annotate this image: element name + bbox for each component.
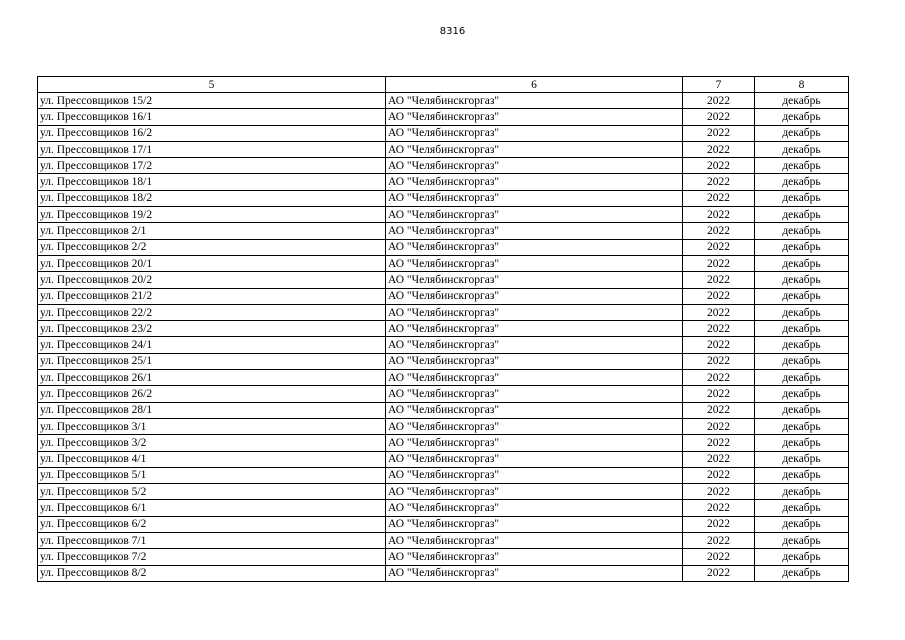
table-row <box>38 239 849 255</box>
cell-year: 2022 <box>683 321 755 337</box>
cell-address: ул. Прессовщиков 7/2 <box>38 549 386 565</box>
cell-month: декабрь <box>755 239 849 255</box>
cell-month: декабрь <box>755 304 849 320</box>
cell-year: 2022 <box>683 451 755 467</box>
cell-organization: АО "Челябинскгоргаз" <box>386 125 683 141</box>
cell-address: ул. Прессовщиков 17/2 <box>38 158 386 174</box>
cell-month: декабрь <box>755 370 849 386</box>
cell-organization: АО "Челябинскгоргаз" <box>386 190 683 206</box>
cell-organization: АО "Челябинскгоргаз" <box>386 435 683 451</box>
cell-address: ул. Прессовщиков 21/2 <box>38 288 386 304</box>
table-row <box>38 353 849 369</box>
cell-organization: АО "Челябинскгоргаз" <box>386 223 683 239</box>
table-row <box>38 304 849 320</box>
cell-month: декабрь <box>755 141 849 157</box>
cell-organization: АО "Челябинскгоргаз" <box>386 207 683 223</box>
cell-address: ул. Прессовщиков 20/1 <box>38 255 386 271</box>
cell-year: 2022 <box>683 565 755 581</box>
cell-address: ул. Прессовщиков 23/2 <box>38 321 386 337</box>
cell-address: ул. Прессовщиков 17/1 <box>38 141 386 157</box>
cell-address: ул. Прессовщиков 18/2 <box>38 190 386 206</box>
table-row <box>38 386 849 402</box>
cell-address: ул. Прессовщиков 7/1 <box>38 533 386 549</box>
page-number: 8316 <box>439 26 466 37</box>
cell-organization: АО "Челябинскгоргаз" <box>386 255 683 271</box>
table-row <box>38 370 849 386</box>
cell-year: 2022 <box>683 402 755 418</box>
cell-month: декабрь <box>755 353 849 369</box>
cell-organization: АО "Челябинскгоргаз" <box>386 141 683 157</box>
cell-year: 2022 <box>683 174 755 190</box>
cell-month: декабрь <box>755 337 849 353</box>
cell-address: ул. Прессовщиков 16/1 <box>38 109 386 125</box>
cell-organization: АО "Челябинскгоргаз" <box>386 272 683 288</box>
table-row <box>38 451 849 467</box>
cell-month: декабрь <box>755 288 849 304</box>
cell-year: 2022 <box>683 190 755 206</box>
table-row <box>38 516 849 532</box>
header-row <box>38 77 849 93</box>
cell-address: ул. Прессовщиков 25/1 <box>38 353 386 369</box>
cell-year: 2022 <box>683 272 755 288</box>
table-row <box>38 272 849 288</box>
cell-address: ул. Прессовщиков 2/2 <box>38 239 386 255</box>
table-row <box>38 500 849 516</box>
cell-year: 2022 <box>683 93 755 109</box>
cell-month: декабрь <box>755 402 849 418</box>
cell-month: декабрь <box>755 435 849 451</box>
table-row <box>38 402 849 418</box>
cell-year: 2022 <box>683 516 755 532</box>
cell-address: ул. Прессовщиков 6/1 <box>38 500 386 516</box>
table-row <box>38 255 849 271</box>
cell-month: декабрь <box>755 125 849 141</box>
table-row <box>38 467 849 483</box>
cell-month: декабрь <box>755 158 849 174</box>
cell-month: декабрь <box>755 321 849 337</box>
table-row <box>38 484 849 500</box>
cell-month: декабрь <box>755 500 849 516</box>
cell-address: ул. Прессовщиков 19/2 <box>38 207 386 223</box>
cell-address: ул. Прессовщиков 8/2 <box>38 565 386 581</box>
cell-organization: АО "Челябинскгоргаз" <box>386 304 683 320</box>
cell-month: декабрь <box>755 451 849 467</box>
cell-address: ул. Прессовщиков 28/1 <box>38 402 386 418</box>
cell-month: декабрь <box>755 207 849 223</box>
column-header-address: 5 <box>38 77 386 93</box>
cell-year: 2022 <box>683 418 755 434</box>
cell-address: ул. Прессовщиков 5/1 <box>38 467 386 483</box>
cell-organization: АО "Челябинскгоргаз" <box>386 565 683 581</box>
cell-year: 2022 <box>683 549 755 565</box>
table-row <box>38 190 849 206</box>
cell-year: 2022 <box>683 223 755 239</box>
table-row <box>38 565 849 581</box>
cell-month: декабрь <box>755 516 849 532</box>
cell-organization: АО "Челябинскгоргаз" <box>386 451 683 467</box>
cell-address: ул. Прессовщиков 26/2 <box>38 386 386 402</box>
table-row <box>38 158 849 174</box>
table-body <box>38 93 849 582</box>
cell-year: 2022 <box>683 109 755 125</box>
cell-address: ул. Прессовщиков 16/2 <box>38 125 386 141</box>
cell-organization: АО "Челябинскгоргаз" <box>386 174 683 190</box>
column-header-organization: 6 <box>386 77 683 93</box>
cell-year: 2022 <box>683 207 755 223</box>
cell-month: декабрь <box>755 386 849 402</box>
cell-organization: АО "Челябинскгоргаз" <box>386 484 683 500</box>
cell-year: 2022 <box>683 353 755 369</box>
cell-address: ул. Прессовщиков 2/1 <box>38 223 386 239</box>
table-row <box>38 288 849 304</box>
table-row <box>38 207 849 223</box>
cell-month: декабрь <box>755 549 849 565</box>
cell-address: ул. Прессовщиков 20/2 <box>38 272 386 288</box>
cell-year: 2022 <box>683 239 755 255</box>
cell-year: 2022 <box>683 386 755 402</box>
table-row <box>38 174 849 190</box>
table-row <box>38 109 849 125</box>
cell-year: 2022 <box>683 255 755 271</box>
cell-organization: АО "Челябинскгоргаз" <box>386 500 683 516</box>
cell-address: ул. Прессовщиков 18/1 <box>38 174 386 190</box>
cell-address: ул. Прессовщиков 5/2 <box>38 484 386 500</box>
cell-address: ул. Прессовщиков 4/1 <box>38 451 386 467</box>
cell-month: декабрь <box>755 174 849 190</box>
gas-maintenance-table <box>37 76 849 582</box>
table-header <box>38 77 849 93</box>
cell-organization: АО "Челябинскгоргаз" <box>386 516 683 532</box>
column-header-year: 7 <box>683 77 755 93</box>
cell-organization: АО "Челябинскгоргаз" <box>386 370 683 386</box>
cell-month: декабрь <box>755 418 849 434</box>
cell-year: 2022 <box>683 337 755 353</box>
cell-organization: АО "Челябинскгоргаз" <box>386 321 683 337</box>
cell-year: 2022 <box>683 125 755 141</box>
cell-month: декабрь <box>755 272 849 288</box>
cell-organization: АО "Челябинскгоргаз" <box>386 337 683 353</box>
table-row <box>38 549 849 565</box>
cell-address: ул. Прессовщиков 3/1 <box>38 418 386 434</box>
cell-month: декабрь <box>755 467 849 483</box>
cell-month: декабрь <box>755 109 849 125</box>
cell-year: 2022 <box>683 484 755 500</box>
cell-year: 2022 <box>683 288 755 304</box>
cell-month: декабрь <box>755 93 849 109</box>
cell-year: 2022 <box>683 533 755 549</box>
cell-year: 2022 <box>683 500 755 516</box>
cell-address: ул. Прессовщиков 24/1 <box>38 337 386 353</box>
cell-organization: АО "Челябинскгоргаз" <box>386 109 683 125</box>
cell-organization: АО "Челябинскгоргаз" <box>386 386 683 402</box>
cell-month: декабрь <box>755 190 849 206</box>
cell-organization: АО "Челябинскгоргаз" <box>386 533 683 549</box>
table-row <box>38 533 849 549</box>
table-row <box>38 337 849 353</box>
cell-organization: АО "Челябинскгоргаз" <box>386 467 683 483</box>
cell-address: ул. Прессовщиков 6/2 <box>38 516 386 532</box>
cell-organization: АО "Челябинскгоргаз" <box>386 239 683 255</box>
cell-month: декабрь <box>755 223 849 239</box>
cell-organization: АО "Челябинскгоргаз" <box>386 418 683 434</box>
cell-address: ул. Прессовщиков 3/2 <box>38 435 386 451</box>
cell-organization: АО "Челябинскгоргаз" <box>386 93 683 109</box>
cell-address: ул. Прессовщиков 26/1 <box>38 370 386 386</box>
cell-year: 2022 <box>683 370 755 386</box>
cell-organization: АО "Челябинскгоргаз" <box>386 288 683 304</box>
cell-organization: АО "Челябинскгоргаз" <box>386 353 683 369</box>
table-row <box>38 125 849 141</box>
cell-month: декабрь <box>755 533 849 549</box>
table-row <box>38 223 849 239</box>
table-row <box>38 321 849 337</box>
table-row <box>38 418 849 434</box>
cell-month: декабрь <box>755 565 849 581</box>
cell-organization: АО "Челябинскгоргаз" <box>386 549 683 565</box>
column-header-month: 8 <box>755 77 849 93</box>
table-row <box>38 141 849 157</box>
cell-address: ул. Прессовщиков 15/2 <box>38 93 386 109</box>
cell-year: 2022 <box>683 141 755 157</box>
cell-year: 2022 <box>683 158 755 174</box>
cell-month: декабрь <box>755 484 849 500</box>
cell-organization: АО "Челябинскгоргаз" <box>386 402 683 418</box>
cell-month: декабрь <box>755 255 849 271</box>
table-row <box>38 435 849 451</box>
cell-organization: АО "Челябинскгоргаз" <box>386 158 683 174</box>
table-row <box>38 93 849 109</box>
cell-year: 2022 <box>683 467 755 483</box>
cell-year: 2022 <box>683 435 755 451</box>
cell-year: 2022 <box>683 304 755 320</box>
cell-address: ул. Прессовщиков 22/2 <box>38 304 386 320</box>
